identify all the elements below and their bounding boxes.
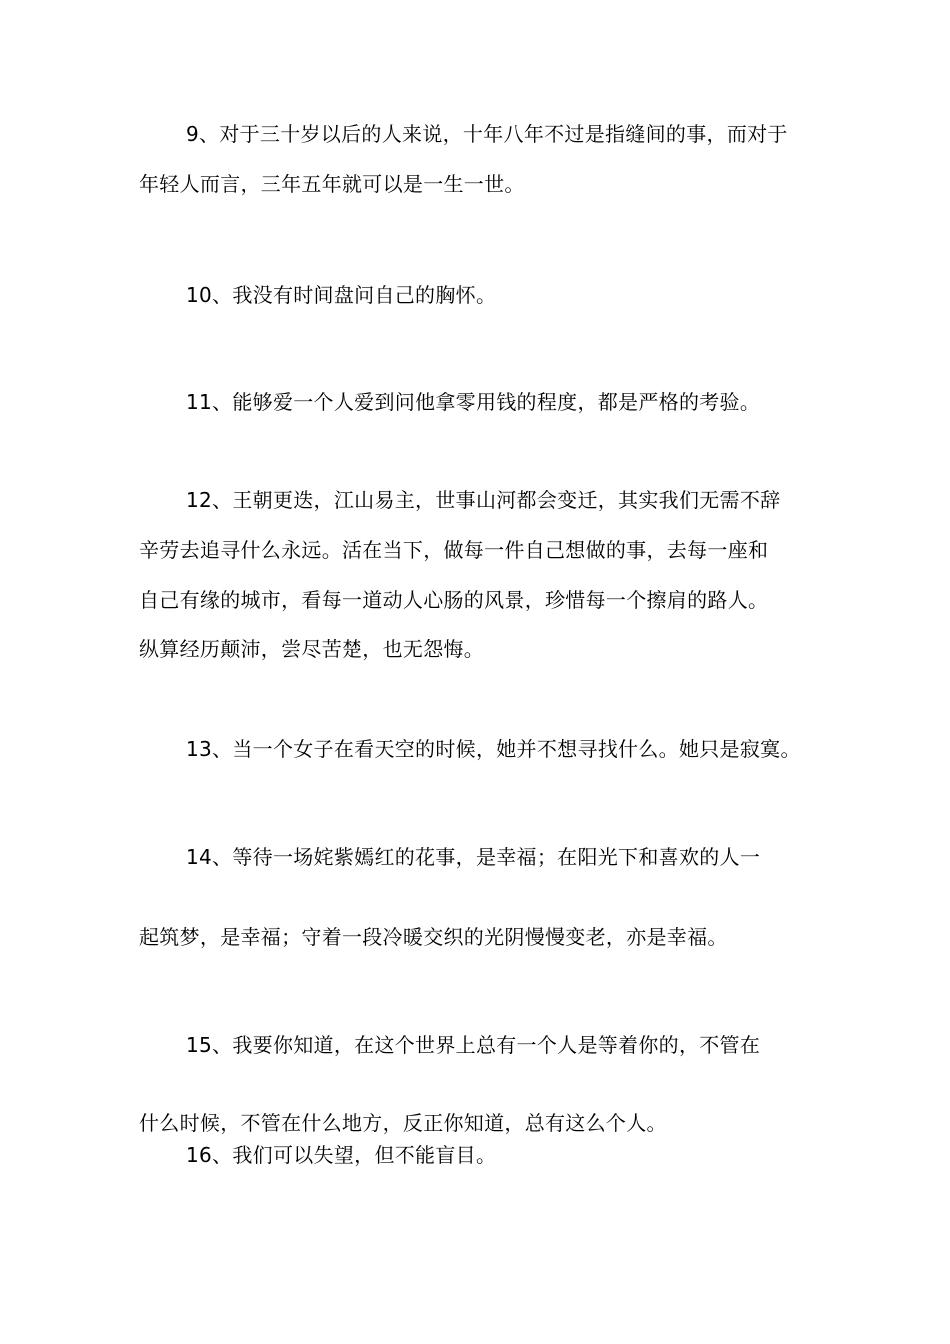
- item-10-line-1: 10、我没有时间盘问自己的胸怀。: [186, 283, 497, 307]
- item-9-line-2: 年轻人而言，三年五年就可以是一生一世。: [139, 172, 525, 196]
- item-16-line-1: 16、我们可以失望，但不能盲目。: [186, 1143, 497, 1167]
- item-13-line-1: 13、当一个女子在看天空的时候，她并不想寻找什么。她只是寂寞。: [186, 737, 801, 761]
- item-9-line-1: 9、对于三十岁以后的人来说，十年八年不过是指缝间的事，而对于: [186, 122, 788, 146]
- item-12-line-2: 辛劳去追寻什么永远。活在当下，做每一件自己想做的事，去每一座和: [139, 538, 769, 562]
- item-14-line-2: 起筑梦，是幸福；守着一段冷暖交织的光阴慢慢变老，亦是幸福。: [139, 925, 728, 949]
- item-11-line-1: 11、能够爱一个人爱到问他拿零用钱的程度，都是严格的考验。: [186, 390, 761, 414]
- item-14-line-1: 14、等待一场姹紫嫣红的花事，是幸福；在阳光下和喜欢的人一: [186, 845, 761, 869]
- item-12-line-4: 纵算经历颠沛，尝尽苦楚，也无怨悔。: [139, 637, 485, 661]
- item-12-line-1: 12、王朝更迭，江山易主，世事山河都会变迁，其实我们无需不辞: [186, 488, 781, 512]
- item-15-line-1: 15、我要你知道，在这个世界上总有一个人是等着你的，不管在: [186, 1033, 761, 1057]
- item-12-line-3: 自己有缘的城市，看每一道动人心肠的风景，珍惜每一个擦肩的路人。: [139, 588, 769, 612]
- item-15-line-2: 什么时候，不管在什么地方，反正你知道，总有这么个人。: [139, 1111, 667, 1135]
